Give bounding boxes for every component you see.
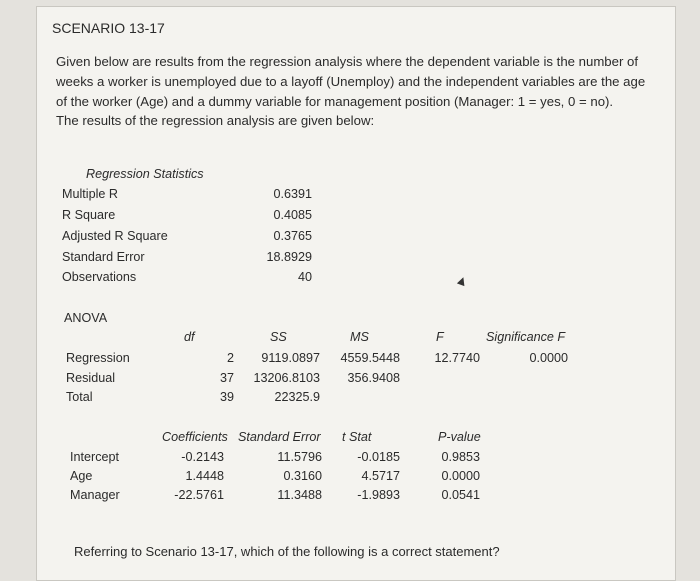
anova-df: 39	[219, 390, 234, 404]
anova-df: 2	[226, 351, 234, 365]
intro-line: of the worker (Age) and a dummy variable for management position (Manager: 1 = yes, 0 = no).	[56, 93, 614, 109]
anova-ms: 4559.5448	[340, 351, 400, 365]
scenario-title: SCENARIO 13-17	[52, 20, 165, 36]
coef-t-stat: 4.5717	[361, 469, 400, 483]
coef-standard-error: 11.3488	[277, 488, 322, 502]
coef-p-value: 0.0000	[441, 469, 480, 483]
anova-df: 37	[219, 371, 234, 385]
stat-value: 40	[297, 270, 312, 284]
anova-row-label: Total	[66, 390, 93, 404]
anova-header-ss: SS	[270, 330, 287, 344]
anova-row-label: Regression	[66, 351, 130, 365]
stat-label: Adjusted R Square	[62, 229, 168, 243]
anova-row-label: Residual	[66, 371, 116, 385]
intro-line: weeks a worker is unemployed due to a layoff (Unemploy) and the independent variables are the age	[56, 73, 646, 89]
anova-header-significance: Significance F	[486, 330, 566, 344]
coef-row-label: Intercept	[70, 450, 120, 464]
coef-standard-error: 11.5796	[277, 450, 322, 464]
question-text: Referring to Scenario 13-17, which of the following is a correct statement?	[74, 544, 500, 559]
stat-label: Observations	[62, 270, 137, 284]
anova-ms: 356.9408	[347, 371, 400, 385]
coef-header-coefficients: Coefficients	[162, 430, 228, 444]
coef-header-standard-error: Standard Error	[238, 430, 321, 444]
regression-statistics-header: Regression Statistics	[86, 167, 204, 181]
coef-row-label: Manager	[70, 488, 120, 502]
coef-p-value: 0.0541	[441, 488, 480, 502]
coef-standard-error: 0.3160	[283, 469, 322, 483]
anova-ss: 13206.8103	[253, 371, 320, 385]
coef-p-value: 0.9853	[441, 450, 480, 464]
anova-significance: 0.0000	[529, 351, 568, 365]
coef-value: -0.2143	[181, 450, 224, 464]
anova-header-df: df	[184, 330, 195, 344]
anova-ss: 9119.0897	[261, 351, 320, 365]
anova-title: ANOVA	[64, 311, 108, 325]
stat-value: 18.8929	[266, 250, 312, 264]
scenario-description	[56, 52, 671, 131]
stat-value: 0.4085	[273, 208, 312, 222]
intro-line: The results of the regression analysis are given below:	[56, 113, 375, 129]
anova-header-f: F	[436, 330, 444, 344]
coef-row-label: Age	[70, 469, 93, 483]
coef-value: -22.5761	[174, 488, 224, 502]
coef-value: 1.4448	[185, 469, 224, 483]
stat-label: Standard Error	[62, 250, 145, 264]
coef-t-stat: -1.9893	[357, 488, 400, 502]
anova-f: 12.7740	[434, 351, 480, 365]
intro-line: Given below are results from the regression analysis where the dependent variable is the number of	[56, 54, 639, 69]
stat-label: Multiple R	[62, 187, 118, 201]
coef-t-stat: -0.0185	[357, 450, 400, 464]
coef-header-t-stat: t Stat	[342, 430, 372, 444]
anova-header-ms: MS	[350, 330, 369, 344]
stat-value: 0.6391	[273, 187, 312, 201]
coef-header-p-value: P-value	[438, 430, 481, 444]
stat-label: R Square	[62, 208, 116, 222]
anova-ss: 22325.9	[274, 390, 320, 404]
stat-value: 0.3765	[273, 229, 312, 243]
